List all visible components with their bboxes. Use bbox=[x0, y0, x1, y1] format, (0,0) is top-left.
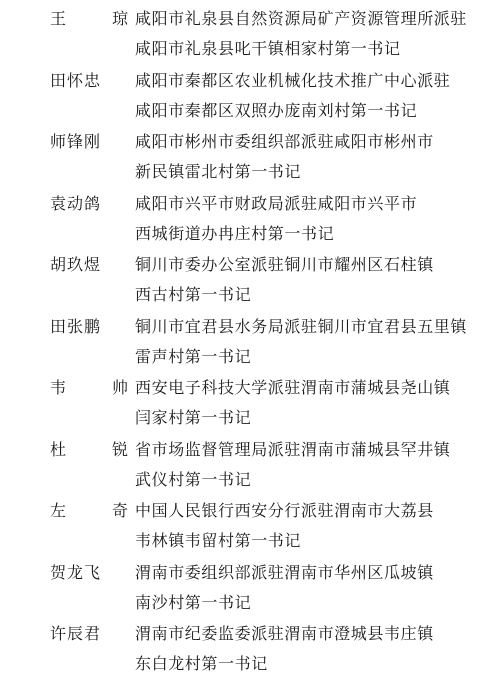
assignment-description bbox=[135, 4, 495, 64]
assignment-line: 雷声村第一书记 bbox=[135, 346, 252, 366]
assignment-description bbox=[135, 250, 495, 310]
assignment-description bbox=[135, 435, 495, 495]
assignment-description bbox=[135, 312, 495, 372]
assignment-line: 铜川市宜君县水务局派驻铜川市宜君县五里镇 bbox=[135, 316, 468, 336]
assignment-description bbox=[135, 558, 495, 618]
person-name: 左 奇 bbox=[50, 501, 144, 520]
list-item bbox=[0, 66, 500, 128]
assignment-line: 咸阳市秦都区农业机械化技术推广中心派驻 bbox=[135, 70, 451, 90]
person-name: 贺龙飞 bbox=[50, 562, 102, 582]
person-name: 田张鹏 bbox=[50, 316, 102, 336]
assignment-line: 渭南市纪委监委派驻渭南市澄城县韦庄镇 bbox=[135, 624, 434, 643]
list-item bbox=[0, 4, 500, 66]
assignment-description bbox=[135, 496, 495, 556]
person-name: 袁动鸽 bbox=[50, 193, 102, 213]
assignment-line: 中国人民银行西安分行派驻渭南市大荔县 bbox=[135, 501, 434, 520]
assignment-line: 武仪村第一书记 bbox=[135, 469, 252, 489]
assignment-line: 渭南市委组织部派驻渭南市华州区瓜坡镇 bbox=[135, 562, 434, 582]
person-name: 胡玖煜 bbox=[50, 255, 102, 274]
assignment-line: 咸阳市礼泉县自然资源局矿产资源管理所派驻 bbox=[135, 9, 468, 28]
list-item bbox=[0, 312, 500, 374]
assignment-line: 韦林镇韦留村第一书记 bbox=[135, 531, 302, 550]
assignment-line: 咸阳市秦都区双照办庞南刘村第一书记 bbox=[135, 100, 418, 120]
assignment-line: 西安电子科技大学派驻渭南市蒲城县尧山镇 bbox=[135, 378, 451, 397]
assignment-description bbox=[135, 66, 495, 126]
assignment-description bbox=[135, 619, 495, 679]
assignment-line: 新民镇雷北村第一书记 bbox=[135, 162, 302, 181]
appointment-list bbox=[0, 4, 500, 681]
assignment-description bbox=[135, 189, 495, 249]
list-item bbox=[0, 619, 500, 681]
person-name: 田怀忠 bbox=[50, 70, 102, 90]
assignment-line: 南沙村第一书记 bbox=[135, 592, 252, 612]
assignment-description bbox=[135, 373, 495, 433]
person-name: 王 琼 bbox=[50, 9, 144, 28]
list-item bbox=[0, 435, 500, 497]
assignment-line: 省市场监督管理局派驻渭南市蒲城县罕井镇 bbox=[135, 439, 451, 459]
assignment-line: 闫家村第一书记 bbox=[135, 408, 252, 427]
assignment-line: 东白龙村第一书记 bbox=[135, 654, 268, 673]
person-name: 许辰君 bbox=[50, 624, 102, 643]
assignment-line: 西古村第一书记 bbox=[135, 285, 252, 304]
assignment-description bbox=[135, 127, 495, 187]
person-name: 杜 锐 bbox=[50, 439, 144, 459]
list-item bbox=[0, 189, 500, 251]
list-item bbox=[0, 558, 500, 620]
assignment-line: 咸阳市兴平市财政局派驻咸阳市兴平市 bbox=[135, 193, 418, 213]
person-name: 师锋刚 bbox=[50, 132, 102, 151]
assignment-line: 咸阳市礼泉县叱干镇相家村第一书记 bbox=[135, 39, 401, 58]
list-item bbox=[0, 373, 500, 435]
list-item bbox=[0, 496, 500, 558]
assignment-line: 咸阳市彬州市委组织部派驻咸阳市彬州市 bbox=[135, 132, 434, 151]
assignment-line: 铜川市委办公室派驻铜川市耀州区石柱镇 bbox=[135, 255, 434, 274]
list-item bbox=[0, 250, 500, 312]
list-item bbox=[0, 127, 500, 189]
assignment-line: 西城街道办冉庄村第一书记 bbox=[135, 223, 335, 243]
person-name: 韦 帅 bbox=[50, 378, 144, 397]
